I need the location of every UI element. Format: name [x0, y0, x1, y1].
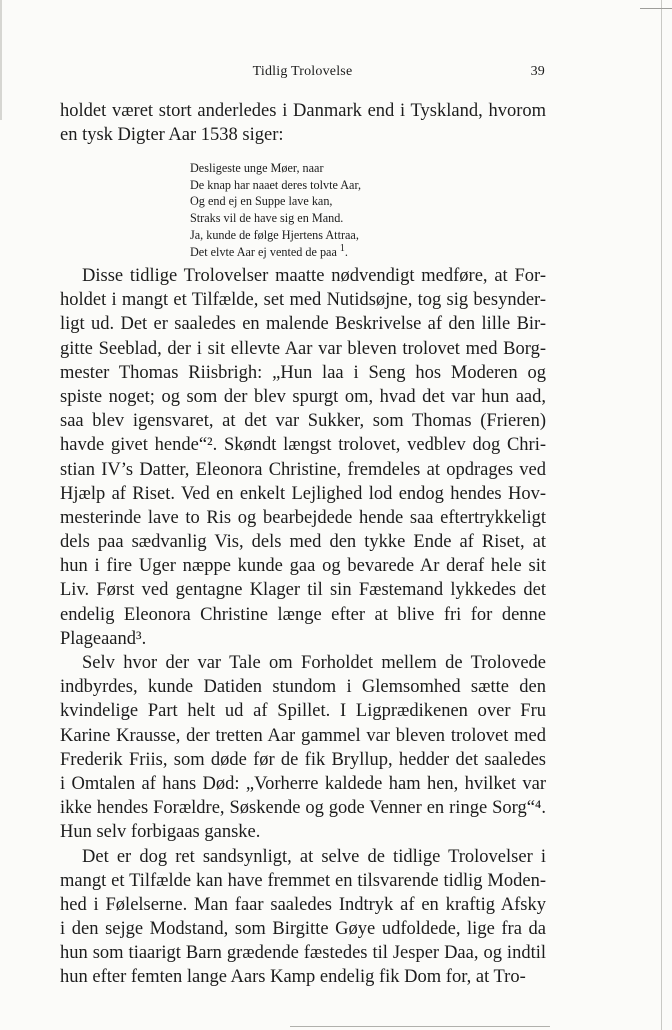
text-line: mester Thomas Riisbrigh: „Hun laa i Seng hos Moderen og — [60, 362, 546, 383]
text-line: ligt ud. Det er saaledes en malende Beskrivelse af den lille Bir- — [60, 314, 546, 335]
paragraph — [60, 845, 546, 990]
running-title: Tidlig Trolovelse — [252, 64, 353, 79]
verse-line: Desligeste unge Møer, naar — [190, 161, 324, 175]
paragraph — [60, 651, 546, 845]
page-edge-right — [661, 0, 662, 1030]
page-edge-top — [640, 8, 672, 9]
text-line: spiste noget; og som der blev spurgt om, hvad det var hun aad, — [60, 386, 546, 407]
text-line: stian IV’s Datter, Eleonora Christine, fremdeles at opdrages ved — [60, 459, 546, 480]
verse-line: Ja, kunde de følge Hjertens Attraa, — [190, 227, 359, 242]
text-line: mesterinde lave to Ris og bearbejdede hende saa eftertrykkeligt — [60, 507, 546, 528]
text-line: Plageaand³. — [60, 628, 147, 649]
text-line: endelig Eleonora Christine længe efter at blive fri for denne — [60, 604, 546, 625]
text-line: kvindelige Part helt ud af Spillet. I Ligprædikenen over Fru — [60, 701, 546, 722]
text-line: Karine Krausse, der tretten Aar gammel var bleven trolovet med — [60, 725, 546, 746]
text-line: Hjælp af Riset. Ved en enkelt Lejlighed lod endog hendes Hov- — [60, 483, 546, 504]
text-line: i den sejge Modstand, som Birgitte Gøye udfoldede, lige fra da — [60, 919, 546, 940]
text-line: hun som tiaarigt Barn grædende fæstedes til Jesper Daa, og indtil — [60, 943, 546, 964]
text-line: Hun selv forbigaas ganske. — [60, 822, 261, 843]
text-line: dels paa sædvanlig Vis, dels med den tykke Ende af Riset, at — [60, 532, 546, 553]
text-line: hun i fire Uger næppe kunde gaa og bevarede Ar deraf hele sit — [60, 556, 546, 577]
verse-line: Straks vil de have sig en Mand. — [190, 211, 344, 226]
text-line: havde givet hende“². Skøndt længst trolovet, vedblev dog Chri- — [60, 435, 546, 456]
text-line: Disse tidlige Trolovelser maatte nødvendigt medføre, at For- — [82, 266, 546, 286]
verse-line: Det elvte Aar ej vented de paa $^1$. — [190, 242, 348, 259]
verse-line: Og end ej en Suppe lave kan, — [190, 194, 333, 209]
text-line: en tysk Digter Aar 1538 siger: — [60, 125, 284, 146]
footnote-marker: 1 — [339, 242, 345, 254]
text-line: saa blev igensvaret, at det var Sukker, som Thomas (Frieren) — [60, 411, 546, 432]
text-line: Liv. Først ved gentagne Klager til sin Fæstemand lykkedes det — [60, 580, 546, 601]
text-line: Det er dog ret sandsynligt, at selve de tidlige Trolovelser i — [82, 846, 546, 867]
text-line: gitte Seeblad, der i sit ellevte Aar var bleven trolovet med Borg- — [60, 338, 546, 359]
page-edge-bottom — [290, 1026, 550, 1027]
page-number: 39 — [530, 64, 545, 79]
text-line: mangt et Tilfælde kan have fremmet en tilsvarende tidlig Moden- — [60, 870, 546, 891]
text-line: indbyrdes, kunde Datiden stundom i Glemsomhed sætte den — [60, 677, 546, 698]
intro-text — [60, 99, 546, 147]
page-header — [60, 64, 545, 84]
text-line: Selv hvor der var Tale om Forholdet mellem de Trolovede — [82, 653, 546, 673]
paragraph — [60, 264, 546, 651]
text-line: Frederik Friis, som døde før de fik Bryllup, hedder det saaledes — [60, 749, 546, 770]
verse-quote — [190, 160, 430, 260]
text-line: i Omtalen af hans Død: „Vorherre kaldede ham hen, hvilket var — [60, 773, 546, 794]
text-line: ikke hendes Forældre, Søskende og gode Venner en ringe Sorg“⁴. — [60, 798, 546, 819]
text-line: hun efter femten lange Aars Kamp endelig fik Dom for, at Tro- — [60, 967, 526, 988]
body-text — [60, 264, 546, 990]
page-edge-left — [0, 0, 2, 120]
verse-line-text: Det elvte Aar ej vented de paa — [190, 244, 337, 259]
text-line: hed i Følelserne. Man faar saaledes Indtryk af en kraftig Afsky — [60, 894, 546, 915]
text-line: holdet været stort anderledes i Danmark end i Tyskland, hvorom — [60, 101, 546, 121]
text-line: holdet i mangt et Tilfælde, set med Nutidsøjne, tog sig besynder- — [60, 290, 546, 311]
verse-line: De knap har naaet deres tolvte Aar, — [190, 177, 362, 192]
